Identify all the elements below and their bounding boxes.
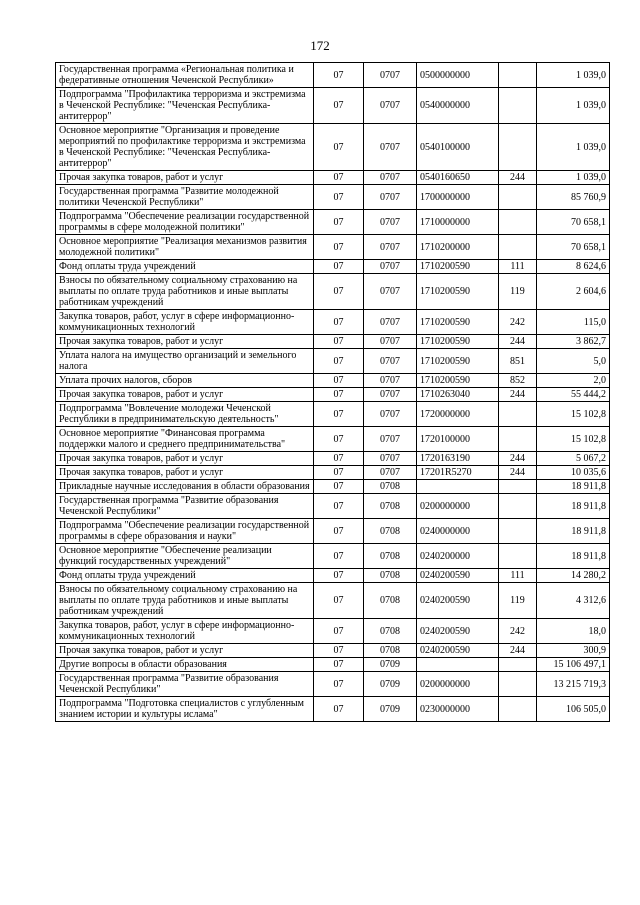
subsection-code-cell: 0709 <box>364 697 417 722</box>
expense-type-cell <box>499 235 537 260</box>
target-article-cell: 1710200000 <box>417 235 499 260</box>
amount-cell: 1 039,0 <box>537 124 610 171</box>
amount-cell: 13 215 719,3 <box>537 672 610 697</box>
amount-cell: 18 911,8 <box>537 519 610 544</box>
item-name-cell: Государственная программа "Развитие образования Чеченской Республики" <box>56 672 314 697</box>
table-row <box>56 260 610 274</box>
target-article-cell: 1710200590 <box>417 335 499 349</box>
section-code-cell: 07 <box>314 124 364 171</box>
section-code-cell: 07 <box>314 402 364 427</box>
target-article-cell: 0540000000 <box>417 88 499 124</box>
item-name-cell: Уплата прочих налогов, сборов <box>56 374 314 388</box>
amount-cell: 55 444,2 <box>537 388 610 402</box>
table-row <box>56 274 610 310</box>
item-name-cell: Основное мероприятие "Обеспечение реализации функций государственных учреждений" <box>56 544 314 569</box>
subsection-code-cell: 0709 <box>364 672 417 697</box>
subsection-code-cell: 0709 <box>364 658 417 672</box>
table-row <box>56 388 610 402</box>
target-article-cell: 1710200590 <box>417 374 499 388</box>
expense-type-cell <box>499 427 537 452</box>
section-code-cell: 07 <box>314 185 364 210</box>
expense-type-cell <box>499 494 537 519</box>
subsection-code-cell: 0707 <box>364 402 417 427</box>
target-article-cell: 0540160650 <box>417 171 499 185</box>
target-article-cell: 0240200000 <box>417 544 499 569</box>
section-code-cell: 07 <box>314 260 364 274</box>
table-row <box>56 310 610 335</box>
amount-cell: 2,0 <box>537 374 610 388</box>
amount-cell: 106 505,0 <box>537 697 610 722</box>
item-name-cell: Прочая закупка товаров, работ и услуг <box>56 171 314 185</box>
amount-cell: 14 280,2 <box>537 569 610 583</box>
amount-cell: 10 035,6 <box>537 466 610 480</box>
table-row <box>56 519 610 544</box>
table-row <box>56 374 610 388</box>
item-name-cell: Основное мероприятие "Реализация механизмов развития молодежной политики" <box>56 235 314 260</box>
subsection-code-cell: 0707 <box>364 374 417 388</box>
section-code-cell: 07 <box>314 494 364 519</box>
section-code-cell: 07 <box>314 349 364 374</box>
subsection-code-cell: 0708 <box>364 544 417 569</box>
subsection-code-cell: 0707 <box>364 427 417 452</box>
section-code-cell: 07 <box>314 274 364 310</box>
expense-type-cell: 119 <box>499 274 537 310</box>
amount-cell: 18 911,8 <box>537 544 610 569</box>
target-article-cell: 1710000000 <box>417 210 499 235</box>
section-code-cell: 07 <box>314 310 364 335</box>
subsection-code-cell: 0707 <box>364 274 417 310</box>
table-row <box>56 697 610 722</box>
amount-cell: 18 911,8 <box>537 494 610 519</box>
subsection-code-cell: 0708 <box>364 494 417 519</box>
target-article-cell: 1710200590 <box>417 310 499 335</box>
expense-type-cell: 244 <box>499 644 537 658</box>
section-code-cell: 07 <box>314 544 364 569</box>
target-article-cell: 1720100000 <box>417 427 499 452</box>
table-row <box>56 672 610 697</box>
section-code-cell: 07 <box>314 644 364 658</box>
amount-cell: 300,9 <box>537 644 610 658</box>
amount-cell: 1 039,0 <box>537 88 610 124</box>
target-article-cell: 0240200590 <box>417 569 499 583</box>
item-name-cell: Подпрограмма "Вовлечение молодежи Чеченской Республики в предпринимательскую деятельность" <box>56 402 314 427</box>
item-name-cell: Прочая закупка товаров, работ и услуг <box>56 644 314 658</box>
target-article-cell: 1710200590 <box>417 260 499 274</box>
section-code-cell: 07 <box>314 374 364 388</box>
target-article-cell: 0240200590 <box>417 619 499 644</box>
section-code-cell: 07 <box>314 466 364 480</box>
expense-type-cell: 244 <box>499 388 537 402</box>
subsection-code-cell: 0707 <box>364 88 417 124</box>
expense-type-cell <box>499 544 537 569</box>
subsection-code-cell: 0707 <box>364 63 417 88</box>
item-name-cell: Подпрограмма "Обеспечение реализации государственной программы в сфере образования и науки" <box>56 519 314 544</box>
target-article-cell: 0240200590 <box>417 583 499 619</box>
section-code-cell: 07 <box>314 171 364 185</box>
table-row <box>56 494 610 519</box>
target-article-cell: 0230000000 <box>417 697 499 722</box>
expense-type-cell <box>499 63 537 88</box>
amount-cell: 1 039,0 <box>537 171 610 185</box>
item-name-cell: Государственная программа «Региональная политика и федеративные отношения Чеченской Республики» <box>56 63 314 88</box>
item-name-cell: Подпрограмма "Подготовка специалистов с углубленным знанием истории и культуры ислама" <box>56 697 314 722</box>
table-row <box>56 569 610 583</box>
expense-type-cell: 242 <box>499 310 537 335</box>
target-article-cell: 1720163190 <box>417 452 499 466</box>
amount-cell: 5,0 <box>537 349 610 374</box>
expense-type-cell <box>499 185 537 210</box>
target-article-cell: 0540100000 <box>417 124 499 171</box>
section-code-cell: 07 <box>314 427 364 452</box>
subsection-code-cell: 0708 <box>364 569 417 583</box>
item-name-cell: Подпрограмма "Профилактика терроризма и экстремизма в Чеченской Республике: "Чеченская Республика-антитеррор" <box>56 88 314 124</box>
target-article-cell: 1700000000 <box>417 185 499 210</box>
table-row <box>56 185 610 210</box>
amount-cell: 1 039,0 <box>537 63 610 88</box>
amount-cell: 2 604,6 <box>537 274 610 310</box>
table-row <box>56 88 610 124</box>
subsection-code-cell: 0707 <box>364 452 417 466</box>
table-row <box>56 349 610 374</box>
expense-type-cell: 244 <box>499 335 537 349</box>
item-name-cell: Подпрограмма "Обеспечение реализации государственной программы в сфере молодежной политики" <box>56 210 314 235</box>
section-code-cell: 07 <box>314 619 364 644</box>
page-number: 172 <box>310 38 330 53</box>
target-article-cell <box>417 658 499 672</box>
expense-type-cell <box>499 210 537 235</box>
expense-type-cell <box>499 519 537 544</box>
table-row <box>56 619 610 644</box>
amount-cell: 15 102,8 <box>537 402 610 427</box>
target-article-cell: 0200000000 <box>417 672 499 697</box>
budget-table-body <box>56 63 610 722</box>
target-article-cell: 17201R5270 <box>417 466 499 480</box>
table-row <box>56 235 610 260</box>
expense-type-cell <box>499 658 537 672</box>
section-code-cell: 07 <box>314 235 364 260</box>
section-code-cell: 07 <box>314 672 364 697</box>
section-code-cell: 07 <box>314 388 364 402</box>
item-name-cell: Прочая закупка товаров, работ и услуг <box>56 388 314 402</box>
section-code-cell: 07 <box>314 452 364 466</box>
expense-type-cell <box>499 88 537 124</box>
subsection-code-cell: 0707 <box>364 171 417 185</box>
item-name-cell: Прочая закупка товаров, работ и услуг <box>56 335 314 349</box>
target-article-cell: 0240200590 <box>417 644 499 658</box>
item-name-cell: Фонд оплаты труда учреждений <box>56 260 314 274</box>
amount-cell: 70 658,1 <box>537 235 610 260</box>
table-row <box>56 427 610 452</box>
table-row <box>56 335 610 349</box>
subsection-code-cell: 0707 <box>364 210 417 235</box>
amount-cell: 85 760,9 <box>537 185 610 210</box>
target-article-cell: 1720000000 <box>417 402 499 427</box>
table-row <box>56 402 610 427</box>
subsection-code-cell: 0707 <box>364 185 417 210</box>
expense-type-cell <box>499 697 537 722</box>
section-code-cell: 07 <box>314 210 364 235</box>
section-code-cell: 07 <box>314 658 364 672</box>
target-article-cell: 0240000000 <box>417 519 499 544</box>
amount-cell: 15 102,8 <box>537 427 610 452</box>
expense-type-cell: 852 <box>499 374 537 388</box>
section-code-cell: 07 <box>314 583 364 619</box>
table-row <box>56 124 610 171</box>
target-article-cell: 0500000000 <box>417 63 499 88</box>
item-name-cell: Другие вопросы в области образования <box>56 658 314 672</box>
expense-type-cell: 242 <box>499 619 537 644</box>
table-row <box>56 466 610 480</box>
amount-cell: 18,0 <box>537 619 610 644</box>
table-row <box>56 452 610 466</box>
budget-table <box>55 62 610 722</box>
table-row <box>56 480 610 494</box>
amount-cell: 4 312,6 <box>537 583 610 619</box>
item-name-cell: Закупка товаров, работ, услуг в сфере информационно-коммуникационных технологий <box>56 310 314 335</box>
item-name-cell: Взносы по обязательному социальному страхованию на выплаты по оплате труда работников и иные выплаты работникам учреждений <box>56 274 314 310</box>
expense-type-cell: 851 <box>499 349 537 374</box>
target-article-cell <box>417 480 499 494</box>
expense-type-cell: 244 <box>499 452 537 466</box>
amount-cell: 70 658,1 <box>537 210 610 235</box>
subsection-code-cell: 0708 <box>364 480 417 494</box>
section-code-cell: 07 <box>314 88 364 124</box>
table-row <box>56 63 610 88</box>
target-article-cell: 1710263040 <box>417 388 499 402</box>
item-name-cell: Прочая закупка товаров, работ и услуг <box>56 452 314 466</box>
amount-cell: 5 067,2 <box>537 452 610 466</box>
target-article-cell: 1710200590 <box>417 349 499 374</box>
item-name-cell: Основное мероприятие "Организация и проведение мероприятий по профилактике терроризма и экстремизма в Чеченской Республике: "Чеченская Республика-антитеррор" <box>56 124 314 171</box>
subsection-code-cell: 0707 <box>364 124 417 171</box>
item-name-cell: Прочая закупка товаров, работ и услуг <box>56 466 314 480</box>
subsection-code-cell: 0707 <box>364 388 417 402</box>
amount-cell: 115,0 <box>537 310 610 335</box>
table-row <box>56 171 610 185</box>
item-name-cell: Фонд оплаты труда учреждений <box>56 569 314 583</box>
section-code-cell: 07 <box>314 63 364 88</box>
item-name-cell: Уплата налога на имущество организаций и земельного налога <box>56 349 314 374</box>
expense-type-cell <box>499 672 537 697</box>
table-row <box>56 583 610 619</box>
item-name-cell: Прикладные научные исследования в области образования <box>56 480 314 494</box>
table-row <box>56 644 610 658</box>
subsection-code-cell: 0708 <box>364 619 417 644</box>
table-row <box>56 544 610 569</box>
item-name-cell: Государственная программа "Развитие образования Чеченской Республики" <box>56 494 314 519</box>
section-code-cell: 07 <box>314 335 364 349</box>
expense-type-cell: 111 <box>499 569 537 583</box>
subsection-code-cell: 0707 <box>364 466 417 480</box>
section-code-cell: 07 <box>314 519 364 544</box>
subsection-code-cell: 0708 <box>364 519 417 544</box>
expense-type-cell <box>499 402 537 427</box>
subsection-code-cell: 0707 <box>364 335 417 349</box>
item-name-cell: Государственная программа "Развитие молодежной политики Чеченской Республики" <box>56 185 314 210</box>
subsection-code-cell: 0708 <box>364 583 417 619</box>
expense-type-cell <box>499 124 537 171</box>
expense-type-cell <box>499 480 537 494</box>
expense-type-cell: 244 <box>499 171 537 185</box>
expense-type-cell: 244 <box>499 466 537 480</box>
amount-cell: 18 911,8 <box>537 480 610 494</box>
subsection-code-cell: 0707 <box>364 260 417 274</box>
item-name-cell: Взносы по обязательному социальному страхованию на выплаты по оплате труда работников и иные выплаты работникам учреждений <box>56 583 314 619</box>
amount-cell: 3 862,7 <box>537 335 610 349</box>
expense-type-cell: 119 <box>499 583 537 619</box>
amount-cell: 15 106 497,1 <box>537 658 610 672</box>
amount-cell: 8 624,6 <box>537 260 610 274</box>
subsection-code-cell: 0707 <box>364 349 417 374</box>
section-code-cell: 07 <box>314 480 364 494</box>
table-row <box>56 210 610 235</box>
table-row <box>56 658 610 672</box>
target-article-cell: 0200000000 <box>417 494 499 519</box>
subsection-code-cell: 0707 <box>364 235 417 260</box>
subsection-code-cell: 0708 <box>364 644 417 658</box>
target-article-cell: 1710200590 <box>417 274 499 310</box>
item-name-cell: Основное мероприятие "Финансовая программа поддержки малого и среднего предпринимательства" <box>56 427 314 452</box>
item-name-cell: Закупка товаров, работ, услуг в сфере информационно-коммуникационных технологий <box>56 619 314 644</box>
subsection-code-cell: 0707 <box>364 310 417 335</box>
expense-type-cell: 111 <box>499 260 537 274</box>
section-code-cell: 07 <box>314 697 364 722</box>
section-code-cell: 07 <box>314 569 364 583</box>
